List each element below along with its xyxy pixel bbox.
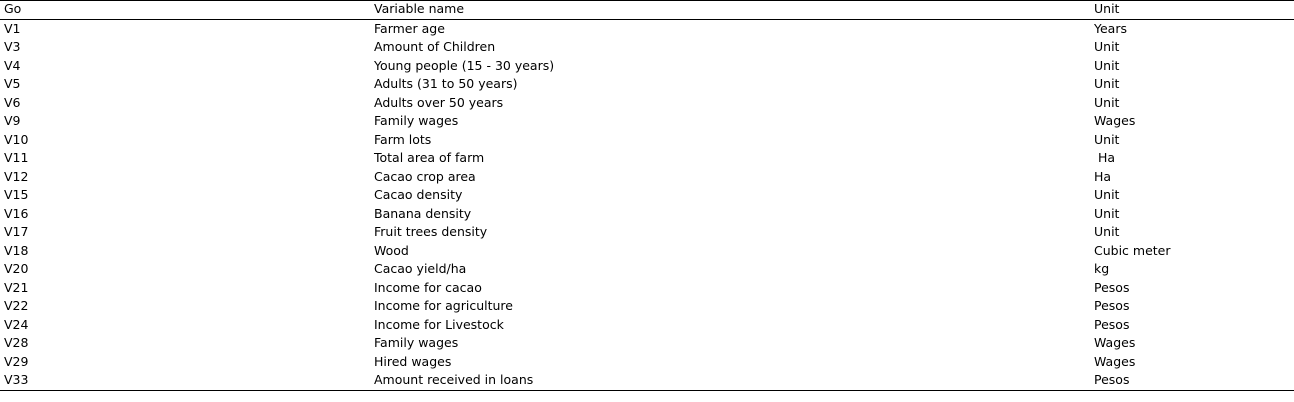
table-row bbox=[0, 260, 1294, 279]
cell-variable-name: Young people (15 - 30 years) bbox=[374, 57, 555, 73]
table-body bbox=[0, 19, 1294, 390]
cell-variable-name: Farm lots bbox=[374, 131, 432, 147]
cell-go: V11 bbox=[4, 150, 29, 165]
cell-go: V29 bbox=[4, 353, 29, 369]
cell-variable-name: Income for cacao bbox=[374, 279, 482, 295]
table-row bbox=[0, 297, 1294, 316]
table-row bbox=[0, 131, 1294, 150]
cell-variable-name: Income for agriculture bbox=[374, 298, 513, 313]
cell-variable-name: Adults (31 to 50 years) bbox=[374, 76, 518, 91]
cell-unit: Unit bbox=[1094, 76, 1120, 91]
table-row bbox=[0, 353, 1294, 372]
cell-go: V22 bbox=[4, 298, 29, 313]
cell-go: V4 bbox=[4, 57, 21, 73]
cell-go: V24 bbox=[4, 316, 29, 332]
cell-variable-name: Amount of Children bbox=[374, 39, 496, 54]
cell-unit: Unit bbox=[1094, 205, 1120, 221]
table-row bbox=[0, 316, 1294, 335]
table-row bbox=[0, 19, 1294, 38]
table-row bbox=[0, 38, 1294, 57]
cell-go: V1 bbox=[4, 20, 21, 36]
column-header-variable-name: Variable name bbox=[370, 1, 1090, 20]
cell-variable-name: Banana density bbox=[374, 205, 472, 221]
cell-unit: Pesos bbox=[1094, 279, 1130, 295]
cell-go: V17 bbox=[4, 224, 29, 239]
cell-go: V33 bbox=[0, 371, 370, 390]
cell-variable-name: Fruit trees density bbox=[374, 224, 488, 239]
cell-go: V20 bbox=[4, 261, 29, 276]
cell-go: V28 bbox=[4, 335, 29, 350]
table-row bbox=[0, 112, 1294, 131]
cell-variable-name: Amount received in loans bbox=[370, 371, 1090, 390]
cell-go: V16 bbox=[4, 205, 29, 221]
table-row bbox=[0, 334, 1294, 353]
cell-variable-name: Adults over 50 years bbox=[374, 94, 504, 110]
table-row bbox=[0, 168, 1294, 187]
table-row bbox=[0, 57, 1294, 76]
cell-unit: Unit bbox=[1094, 94, 1120, 110]
cell-unit: Wages bbox=[1094, 335, 1136, 350]
cell-go: V6 bbox=[4, 94, 21, 110]
table-header bbox=[0, 1, 1294, 20]
cell-unit: Pesos bbox=[1090, 371, 1294, 390]
table-row bbox=[0, 149, 1294, 168]
cell-unit: Unit bbox=[1094, 131, 1120, 147]
cell-unit: kg bbox=[1094, 261, 1110, 276]
table-row bbox=[0, 223, 1294, 242]
cell-variable-name: Cacao density bbox=[374, 187, 463, 202]
column-header-go: Go bbox=[0, 1, 370, 20]
cell-unit: Unit bbox=[1094, 224, 1120, 239]
table-row bbox=[0, 371, 1294, 390]
cell-variable-name: Income for Livestock bbox=[374, 316, 504, 332]
cell-unit: Cubic meter bbox=[1094, 242, 1171, 258]
cell-variable-name: Cacao yield/ha bbox=[374, 261, 467, 276]
cell-variable-name: Family wages bbox=[374, 335, 459, 350]
cell-unit: Wages bbox=[1094, 113, 1136, 128]
table-row bbox=[0, 75, 1294, 94]
cell-unit: Pesos bbox=[1094, 316, 1130, 332]
cell-unit: Ha bbox=[1098, 150, 1116, 165]
table-row bbox=[0, 242, 1294, 261]
cell-go: V15 bbox=[4, 187, 29, 202]
cell-variable-name: Total area of farm bbox=[374, 150, 485, 165]
cell-unit: Unit bbox=[1094, 57, 1120, 73]
cell-go: V21 bbox=[4, 279, 29, 295]
table-header-row bbox=[0, 1, 1294, 20]
cell-variable-name: Family wages bbox=[374, 113, 459, 128]
cell-unit: Wages bbox=[1094, 353, 1136, 369]
cell-unit: Unit bbox=[1094, 187, 1120, 202]
cell-go: V12 bbox=[4, 168, 29, 184]
cell-variable-name: Cacao crop area bbox=[374, 168, 476, 184]
column-header-unit: Unit bbox=[1090, 1, 1294, 20]
cell-go: V18 bbox=[4, 242, 29, 258]
cell-go: V5 bbox=[4, 76, 21, 91]
cell-go: V9 bbox=[4, 113, 21, 128]
cell-unit: Years bbox=[1094, 20, 1127, 36]
cell-go: V10 bbox=[4, 131, 29, 147]
cell-variable-name: Wood bbox=[374, 242, 409, 258]
table-row bbox=[0, 94, 1294, 113]
table-row bbox=[0, 205, 1294, 224]
cell-variable-name: Hired wages bbox=[374, 353, 452, 369]
cell-unit: Unit bbox=[1094, 39, 1120, 54]
cell-go: V3 bbox=[4, 39, 21, 54]
table-row bbox=[0, 186, 1294, 205]
cell-unit: Pesos bbox=[1094, 298, 1130, 313]
table-row bbox=[0, 279, 1294, 298]
cell-unit: Ha bbox=[1094, 168, 1112, 184]
cell-variable-name: Farmer age bbox=[374, 20, 445, 36]
